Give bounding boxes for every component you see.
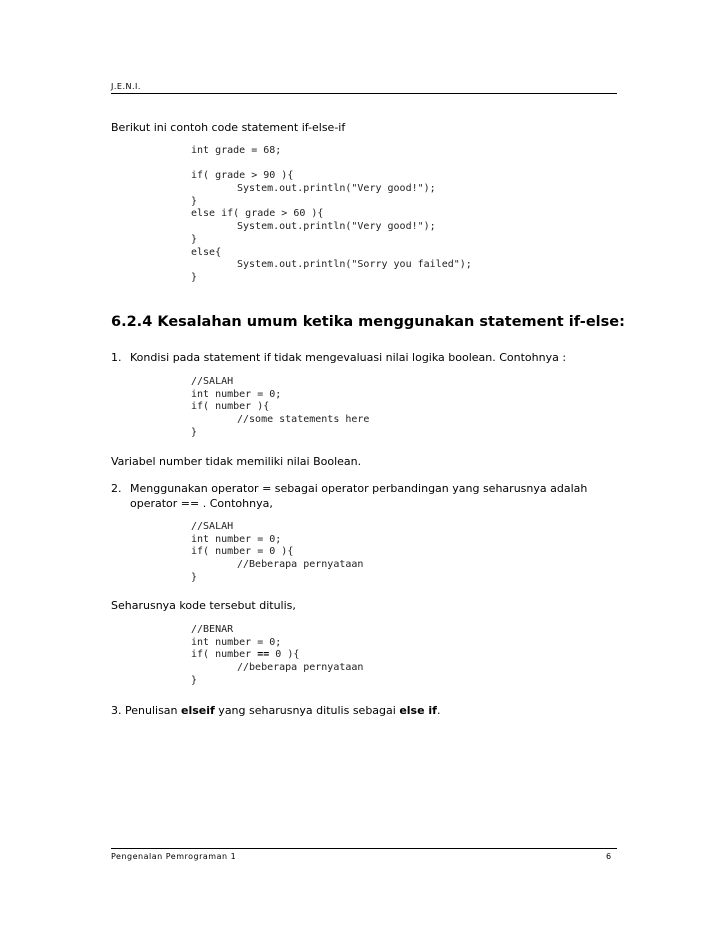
code-line: if( number = 0 ){ (191, 546, 294, 558)
code-line: } (191, 674, 198, 686)
code-line: int grade = 68; (191, 145, 282, 156)
code-block-correct (191, 624, 363, 687)
code-line: } (191, 426, 198, 438)
code-block-if-else-if (191, 145, 472, 285)
code-line: } (191, 233, 198, 245)
code-line: //some statements here (237, 414, 370, 426)
code-line: System.out.println("Very good!"); (237, 221, 436, 233)
section-heading: 6.2.4 Kesalahan umum ketika menggunakan statement if-else: (111, 314, 625, 330)
code-line: int number = 0; (191, 388, 282, 400)
code-line: int number = 0; (191, 636, 282, 648)
list-item-1: 1. Kondisi pada statement if tidak mengevaluasi nilai logika boolean. Contohnya : (111, 351, 567, 364)
code-line: if( number == 0 ){ (191, 649, 300, 661)
code-block-wrong-operator (191, 521, 363, 584)
code-line (191, 158, 472, 171)
intro-text: Berikut ini contoh code statement if-else-if (111, 121, 346, 134)
code-line: int number = 0; (191, 533, 282, 545)
code-line: //SALAH (191, 521, 234, 532)
code-block-wrong-condition (191, 376, 369, 439)
code-line: } (191, 571, 198, 583)
code-line: if( number ){ (191, 401, 270, 413)
code-line: //Beberapa pernyataan (237, 559, 364, 571)
code-line: System.out.println("Very good!"); (237, 183, 436, 195)
code-line: if( grade > 90 ){ (191, 170, 294, 182)
code-line: } (191, 195, 198, 207)
header-divider (111, 93, 617, 94)
code-line: //SALAH (191, 376, 234, 387)
page-number: 6 (606, 852, 612, 861)
code-line: //beberapa pernyataan (237, 662, 364, 674)
code-line: else if( grade > 60 ){ (191, 208, 324, 220)
page-header: J.E.N.I. (111, 82, 141, 91)
note-text: Variabel number tidak memiliki nilai Boolean. (111, 455, 362, 468)
footer-divider (111, 848, 617, 849)
page-footer: Pengenalan Pemrograman 1 (111, 852, 237, 861)
note-text: Seharusnya kode tersebut ditulis, (111, 599, 296, 612)
code-line: //BENAR (191, 624, 234, 635)
list-item-2: 2. Menggunakan operator = sebagai operator perbandingan yang seharusnya adalah operator == . Contohnya, (111, 482, 588, 510)
code-line: else{ (191, 246, 222, 258)
code-line: System.out.println("Sorry you failed"); (237, 259, 472, 271)
code-line: } (191, 271, 198, 283)
list-item-3: 3. Penulisan elseif yang seharusnya ditulis sebagai else if. (111, 704, 441, 717)
